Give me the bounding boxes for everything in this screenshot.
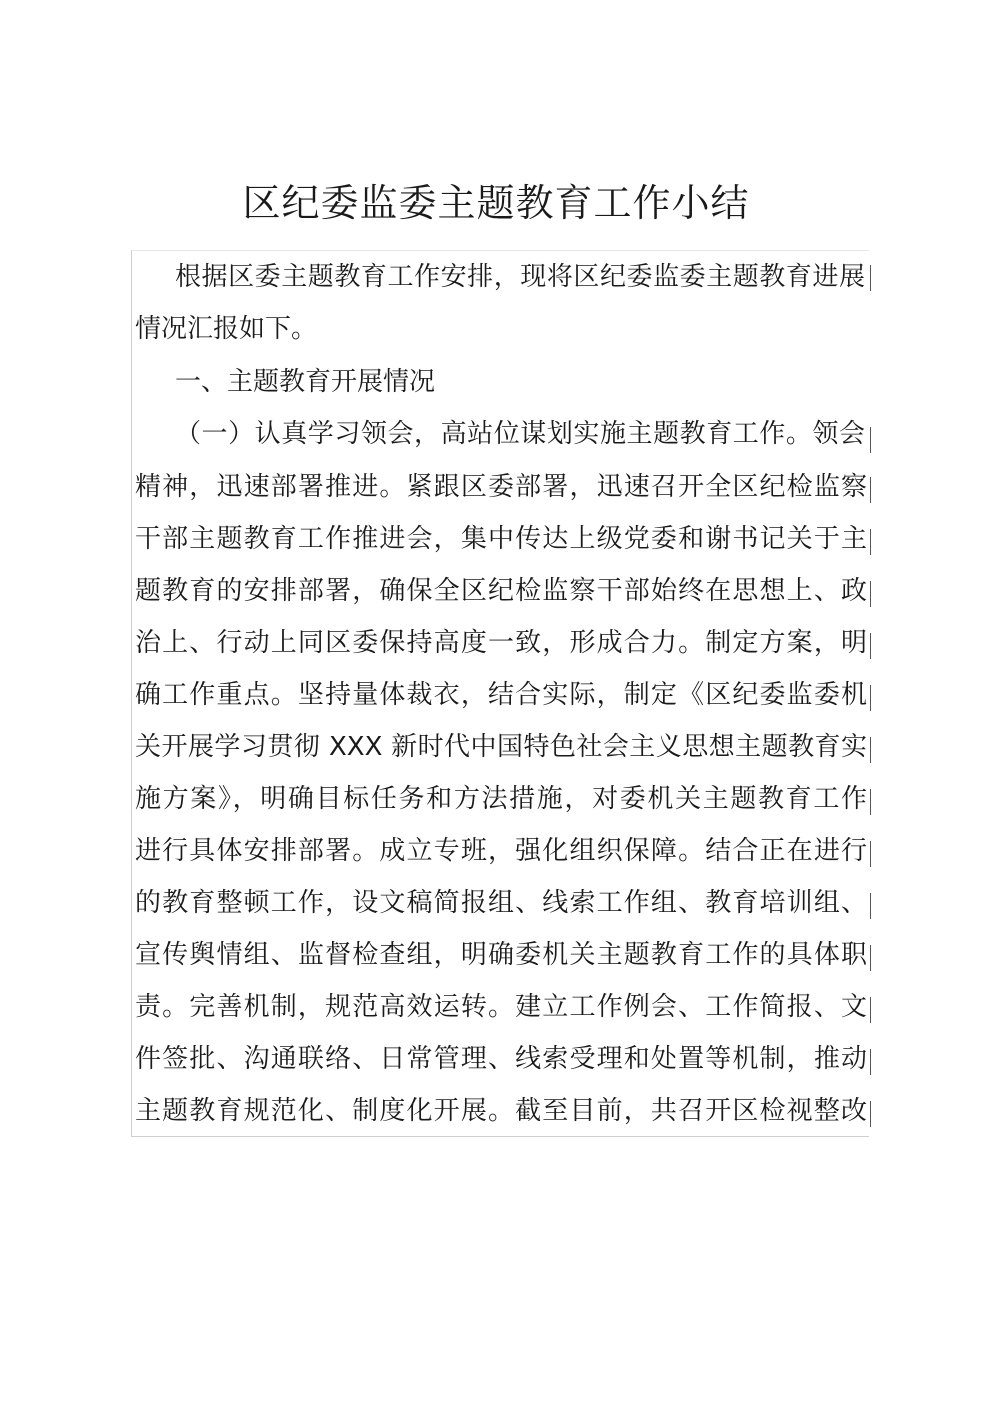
paragraph-line: 进行具体安排部署。成立专班，强化组织保障。结合正在进行: [135, 836, 867, 866]
frame-edge-mark: [870, 265, 871, 291]
frame-edge-mark: [870, 427, 871, 453]
paragraph-line: 宣传舆情组、监督检查组，明确委机关主题教育工作的具体职: [135, 940, 867, 970]
frame-edge-mark: [870, 1101, 871, 1127]
frame-edge-mark: [870, 477, 871, 503]
paragraph-line: 治上、行动上同区委保持高度一致，形成合力。制定方案，明: [135, 628, 867, 658]
document-title: 区纪委监委主题教育工作小结: [242, 181, 750, 225]
paragraph-line: 确工作重点。坚持量体裁衣，结合实际，制定《区纪委监委机: [135, 680, 867, 710]
paragraph-line: 题教育的安排部署，确保全区纪检监察干部始终在思想上、政: [135, 576, 867, 606]
paragraph-line: 精神，迅速部署推进。紧跟区委部署，迅速召开全区纪检监察: [135, 472, 867, 502]
paragraph-line: 根据区委主题教育工作安排，现将区纪委监委主题教育进展: [175, 262, 865, 292]
frame-edge-mark: [870, 1049, 871, 1075]
paragraph-line: 关开展学习贯彻 XXX 新时代中国特色社会主义思想主题教育实: [135, 732, 867, 762]
paragraph-line: 施方案》，明确目标任务和方法措施，对委机关主题教育工作: [135, 784, 867, 814]
paragraph-line: 的教育整顿工作，设文稿简报组、线索工作组、教育培训组、: [135, 888, 867, 918]
frame-edge-mark: [870, 737, 871, 763]
frame-edge-mark: [870, 633, 871, 659]
subsection-heading-line: （一）认真学习领会，高站位谋划实施主题教育工作。领会: [175, 419, 865, 449]
frame-edge-mark: [870, 997, 871, 1023]
frame-edge-mark: [870, 581, 871, 607]
paragraph-line: 情况汇报如下。: [135, 314, 318, 344]
frame-edge-mark: [870, 893, 871, 919]
frame-edge-mark: [870, 789, 871, 815]
paragraph-line: 责。完善机制，规范高效运转。建立工作例会、工作简报、文: [135, 992, 867, 1022]
frame-edge-mark: [870, 945, 871, 971]
frame-edge-mark: [870, 529, 871, 555]
paragraph-line: 主题教育规范化、制度化开展。截至目前，共召开区检视整改: [135, 1096, 867, 1126]
section-heading: 一、主题教育开展情况: [175, 367, 436, 397]
paragraph-line: 件签批、沟通联络、日常管理、线索受理和处置等机制，推动: [135, 1044, 867, 1074]
paragraph-line: 干部主题教育工作推进会，集中传达上级党委和谢书记关于主: [135, 524, 867, 554]
frame-edge-mark: [870, 685, 871, 711]
frame-edge-mark: [870, 841, 871, 867]
